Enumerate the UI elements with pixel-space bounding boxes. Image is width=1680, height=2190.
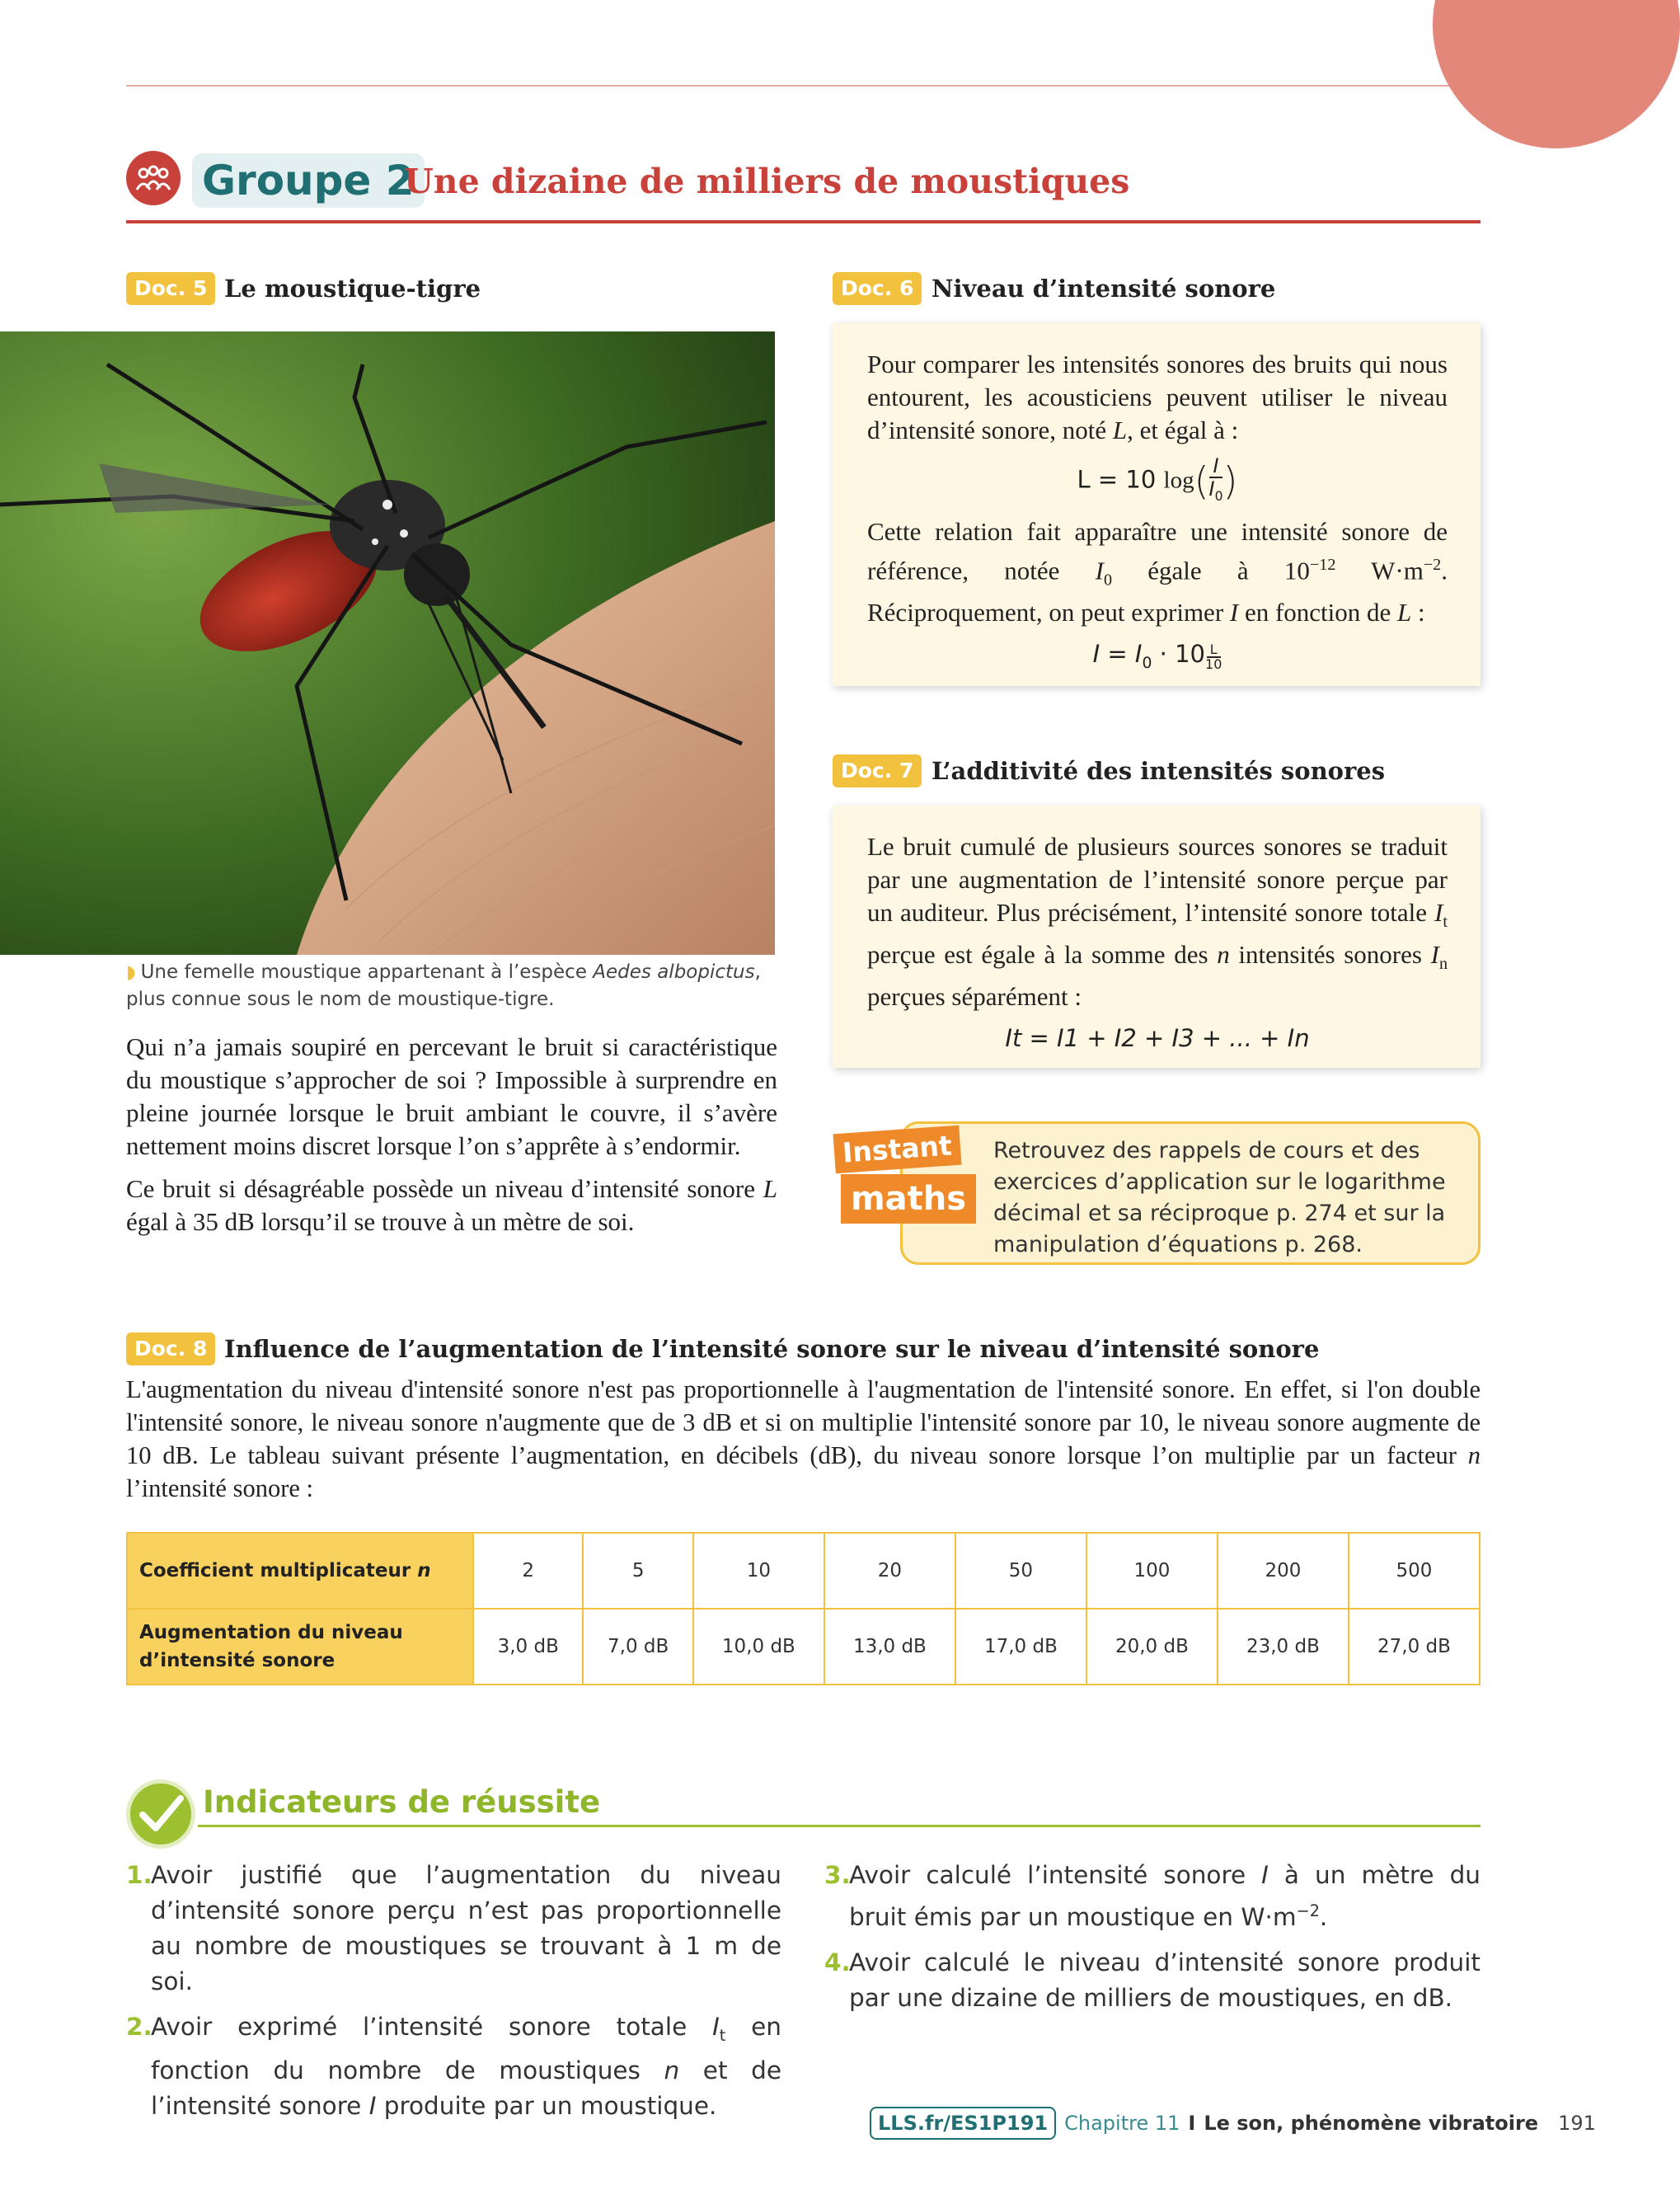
list-item: 1. Avoir justifié que l’augmentation du niveau d’intensité sonore perçu n’est pas proportionnelle au nombre de moustiques se trouvant à 1 m de soi. (126, 1861, 781, 1995)
list-item: 3. Avoir calculé l’intensité sonore I à un mètre du bruit émis par un moustique en $W\cdot m^{-2}$. (824, 1861, 1481, 1931)
table-cell: 2 (473, 1533, 583, 1609)
header-underline (126, 220, 1481, 223)
indicators-right-column (824, 1858, 1481, 2026)
footer-chapter-name: Le son, phénomène vibratoire (1204, 2112, 1539, 2135)
doc6-paragraph-1: Pour comparer les intensités sonores des bruits qui nous entourent, les acousticiens peuvent utiliser le niveau d’intensité sonore, noté L, et égal à : (867, 350, 1448, 444)
table-cell: 500 (1349, 1533, 1480, 1609)
table-row-header: Coefficient multiplicateur n (127, 1533, 473, 1609)
intensity-table (126, 1532, 1481, 1685)
doc5-paragraph-1: Qui n’a jamais soupiré en percevant le bruit si caractéristique du moustique s’approcher de soi ? Impossible à surprendre en pleine journée lorsque le bruit ambiant le couvre, il s’avère nettement moins discret lorsque l’on s’apprête à s’endormir. (126, 1032, 777, 1160)
table-cell: 50 (955, 1533, 1086, 1609)
doc8-tag: Doc. 8 (126, 1332, 215, 1365)
table-cell: 27,0 dB (1349, 1609, 1480, 1685)
doc5-tag: Doc. 5 (126, 272, 215, 305)
page-title: Une dizaine de milliers de moustiques (404, 162, 1130, 201)
doc7-title: L’additivité des intensités sonores (932, 757, 1386, 785)
table-cell: 200 (1218, 1533, 1349, 1609)
formula-intensity: $I = I_0 \cdot 10$ $\frac{L}{10}$ (1092, 640, 1222, 673)
corner-decoration (1433, 0, 1680, 148)
doc5-title: Le moustique-tigre (224, 275, 481, 303)
table-cell: 7,0 dB (583, 1609, 692, 1685)
table-cell: 10 (693, 1533, 824, 1609)
doc6-box (833, 323, 1481, 686)
group-label: Groupe 2 (192, 153, 425, 208)
list-item: 2. Avoir exprimé l’intensité sonore totale $I_t$ en fonction du nombre de moustiques n et de l’intensité sonore I produite par un moustique. (126, 2013, 781, 2120)
doc6-paragraph-2: Cette relation fait apparaître une intensité sonore de référence, notée $I_0$ égale à $10^{-12}$ $W\cdot m^{-2}$. Réciproquement, on peut exprimer I en fonction de L : (867, 516, 1448, 627)
table-cell: 17,0 dB (955, 1609, 1086, 1685)
doc7-box (833, 806, 1481, 1068)
footer-separator: I (1188, 2112, 1196, 2135)
table-row-header: Augmentation du niveau d’intensité sonore (127, 1609, 473, 1685)
table-cell: 10,0 dB (693, 1609, 824, 1685)
table-cell: 13,0 dB (824, 1609, 955, 1685)
photo-caption: ◗ Une femelle moustique appartenant à l’espèce Aedes albopictus, plus connue sous le nom de moustique-tigre. (126, 961, 761, 1010)
page-footer (870, 2107, 1596, 2140)
table-cell: 3,0 dB (473, 1609, 583, 1685)
doc5-text (126, 1031, 777, 1248)
doc8-text: L'augmentation du niveau d'intensité sonore n'est pas proportionnelle à l'augmentation de l'intensité sonore. En effet, si l'on double l'intensité sonore, le niveau sonore n'augmente que de 3 dB et si on multiplie l'intensité sonore par 10, le niveau sonore augmente de 10 dB. Le tableau suivant présente l’augmentation, en décibels (dB), du niveau sonore lorsque l’on multiplie par un facteur n l’intensité sonore : (126, 1375, 1481, 1502)
table-cell: 20 (824, 1533, 955, 1609)
formula-level: L = 10 log( $\frac{I}{I_0}$ ) (1077, 454, 1238, 504)
mosquito-photo (0, 331, 775, 955)
instant-maths-label-1: Instant (833, 1126, 962, 1174)
table-row (127, 1609, 1480, 1685)
doc5-paragraph-2: Ce bruit si désagréable possède un niveau d’intensité sonore L égal à 35 dB lorsqu’il se trouve à un mètre de soi. (126, 1174, 777, 1236)
doc8-title: Influence de l’augmentation de l’intensité sonore sur le niveau d’intensité sonore (224, 1335, 1320, 1363)
table-row (127, 1533, 1480, 1609)
instant-maths-text: Retrouvez des rappels de cours et des exercices d’application sur le logarithme décimal et sa réciproque p. 274 et sur la manipulation d’équations p. 268. (993, 1138, 1446, 1257)
footer-chapter: Chapitre 11 (1064, 2112, 1180, 2135)
table-cell: 100 (1086, 1533, 1218, 1609)
instant-maths-box (900, 1121, 1481, 1265)
table-cell: 5 (583, 1533, 692, 1609)
checkmark-icon (126, 1779, 195, 1849)
formula-sum: It = I1 + I2 + I3 + ... + In (1005, 1024, 1310, 1053)
doc7-tag: Doc. 7 (833, 754, 922, 787)
table-cell: 20,0 dB (1086, 1609, 1218, 1685)
doc6-tag: Doc. 6 (833, 272, 922, 305)
indicators-underline (198, 1825, 1481, 1827)
group-people-icon (126, 151, 181, 205)
doc7-paragraph: Le bruit cumulé de plusieurs sources sonores se traduit par une augmentation de l’intensité sonore perçue par un auditeur. Plus précisément, l’intensité sonore totale $I_t$ perçue est égale à la somme des n intensités sonores $I_n$ perçues séparément : (867, 832, 1448, 1012)
table-cell: 23,0 dB (1218, 1609, 1349, 1685)
top-divider (126, 85, 1453, 87)
caption-marker-icon: ◗ (126, 962, 136, 983)
list-item: 4. Avoir calculé le niveau d’intensité sonore produit par une dizaine de milliers de moustiques, en dB. (824, 1948, 1481, 2012)
indicators-left-column (126, 1858, 781, 2134)
footer-link[interactable]: LLS.fr/ES1P191 (870, 2107, 1056, 2140)
indicators-title: Indicateurs de réussite (203, 1784, 601, 1820)
instant-maths-label-2: maths (841, 1174, 976, 1224)
doc6-title: Niveau d’intensité sonore (932, 275, 1276, 303)
page-number: 191 (1558, 2112, 1596, 2135)
